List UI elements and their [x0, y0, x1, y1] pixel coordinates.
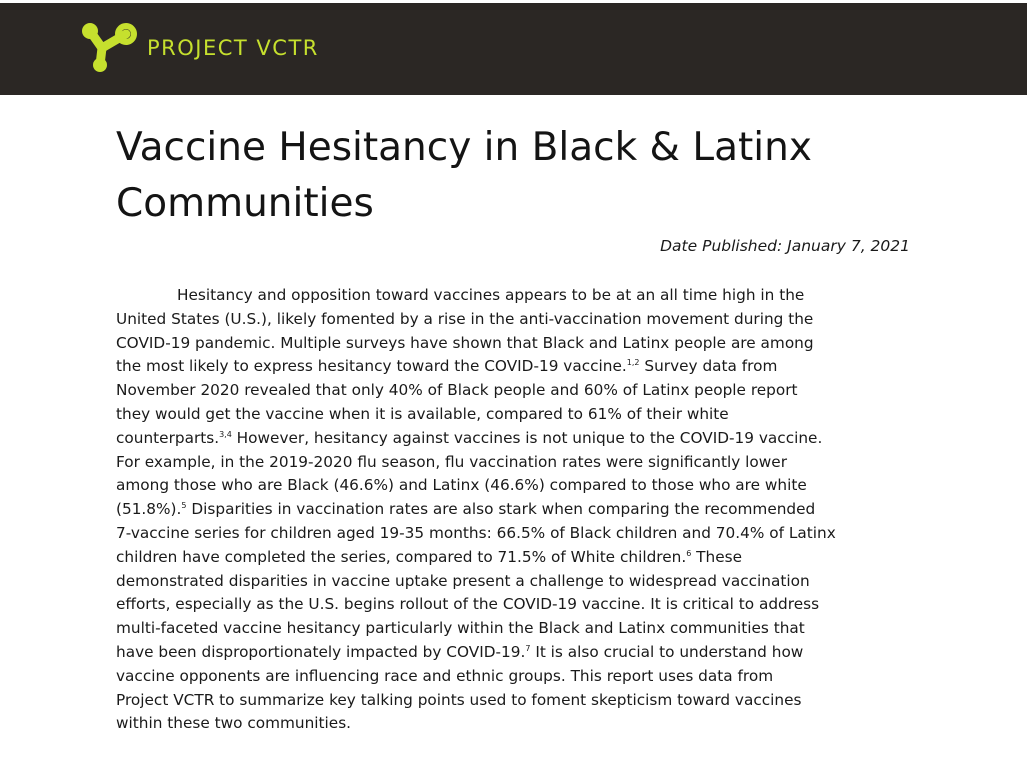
title-line: Communities — [116, 181, 374, 226]
paragraph-line: 7-vaccine series for children aged 19-35 months: 66.5% of Black children and 70.4% of Latinx — [116, 523, 836, 542]
footnote-ref[interactable]: 5 — [181, 501, 187, 511]
paragraph-line — [116, 546, 916, 570]
article-paragraph — [116, 284, 916, 736]
text-run: However, hesitancy against vaccines is not unique to the COVID-19 vaccine. — [231, 428, 823, 447]
text-run: These — [691, 547, 742, 566]
paragraph-line: Project VCTR to summarize key talking points used to foment skepticism toward vaccines — [116, 690, 802, 709]
paragraph-line — [116, 498, 916, 522]
paragraph-line — [116, 641, 916, 665]
text-run: have been disproportionately impacted by COVID-19. — [116, 642, 526, 661]
paragraph-line: efforts, especially as the U.S. begins rollout of the COVID-19 vaccine. It is critical to address — [116, 595, 820, 614]
paragraph-line: vaccine opponents are influencing race and ethnic groups. This report uses data from — [116, 666, 774, 685]
footnote-ref[interactable]: 6 — [686, 548, 692, 558]
paragraph-line — [116, 427, 916, 451]
logo-text[interactable]: PROJECT VCTR — [147, 36, 319, 60]
text-run: It is also crucial to understand how — [530, 642, 804, 661]
vctr-logo-icon[interactable] — [80, 20, 140, 75]
header-top-border — [0, 0, 1027, 3]
paragraph-line: COVID-19 pandemic. Multiple surveys have shown that Black and Latinx people are among — [116, 333, 814, 352]
site-header — [0, 0, 1027, 95]
paragraph-line: demonstrated disparities in vaccine uptake present a challenge to widespread vaccination — [116, 571, 810, 590]
text-run: Disparities in vaccination rates are also stark when comparing the recommended — [186, 500, 816, 519]
paragraph-line: among those who are Black (46.6%) and Latinx (46.6%) compared to those who are white — [116, 476, 807, 495]
footnote-ref[interactable]: 1,2 — [626, 358, 640, 368]
paragraph-line: United States (U.S.), likely fomented by a rise in the anti-vaccination movement during the — [116, 309, 814, 328]
text-run: the most likely to express hesitancy toward the COVID-19 vaccine. — [116, 357, 627, 376]
paragraph-line: Hesitancy and opposition toward vaccines appears to be at an all time high in the — [177, 286, 805, 304]
footnote-ref[interactable]: 3,4 — [219, 429, 232, 439]
text-run: (51.8%). — [116, 500, 182, 519]
paragraph-line: November 2020 revealed that only 40% of Black people and 60% of Latinx people report — [116, 381, 798, 400]
text-run: children have completed the series, compared to 71.5% of White children. — [116, 547, 687, 566]
footnote-ref[interactable]: 7 — [525, 643, 531, 653]
text-run: Survey data from — [639, 357, 778, 376]
paragraph-line: within these two communities. — [116, 714, 352, 733]
paragraph-line — [116, 355, 916, 379]
page-title — [116, 120, 916, 232]
title-line: Vaccine Hesitancy in Black & Latinx — [116, 125, 812, 170]
paragraph-line: they would get the vaccine when it is available, compared to 61% of their white — [116, 404, 729, 423]
paragraph-line: For example, in the 2019-2020 flu season, flu vaccination rates were significantly lower — [116, 452, 787, 471]
paragraph-line: multi-faceted vaccine hesitancy particularly within the Black and Latinx communities that — [116, 619, 805, 638]
date-published: Date Published: January 7, 2021 — [660, 237, 910, 255]
text-run: counterparts. — [116, 428, 220, 447]
